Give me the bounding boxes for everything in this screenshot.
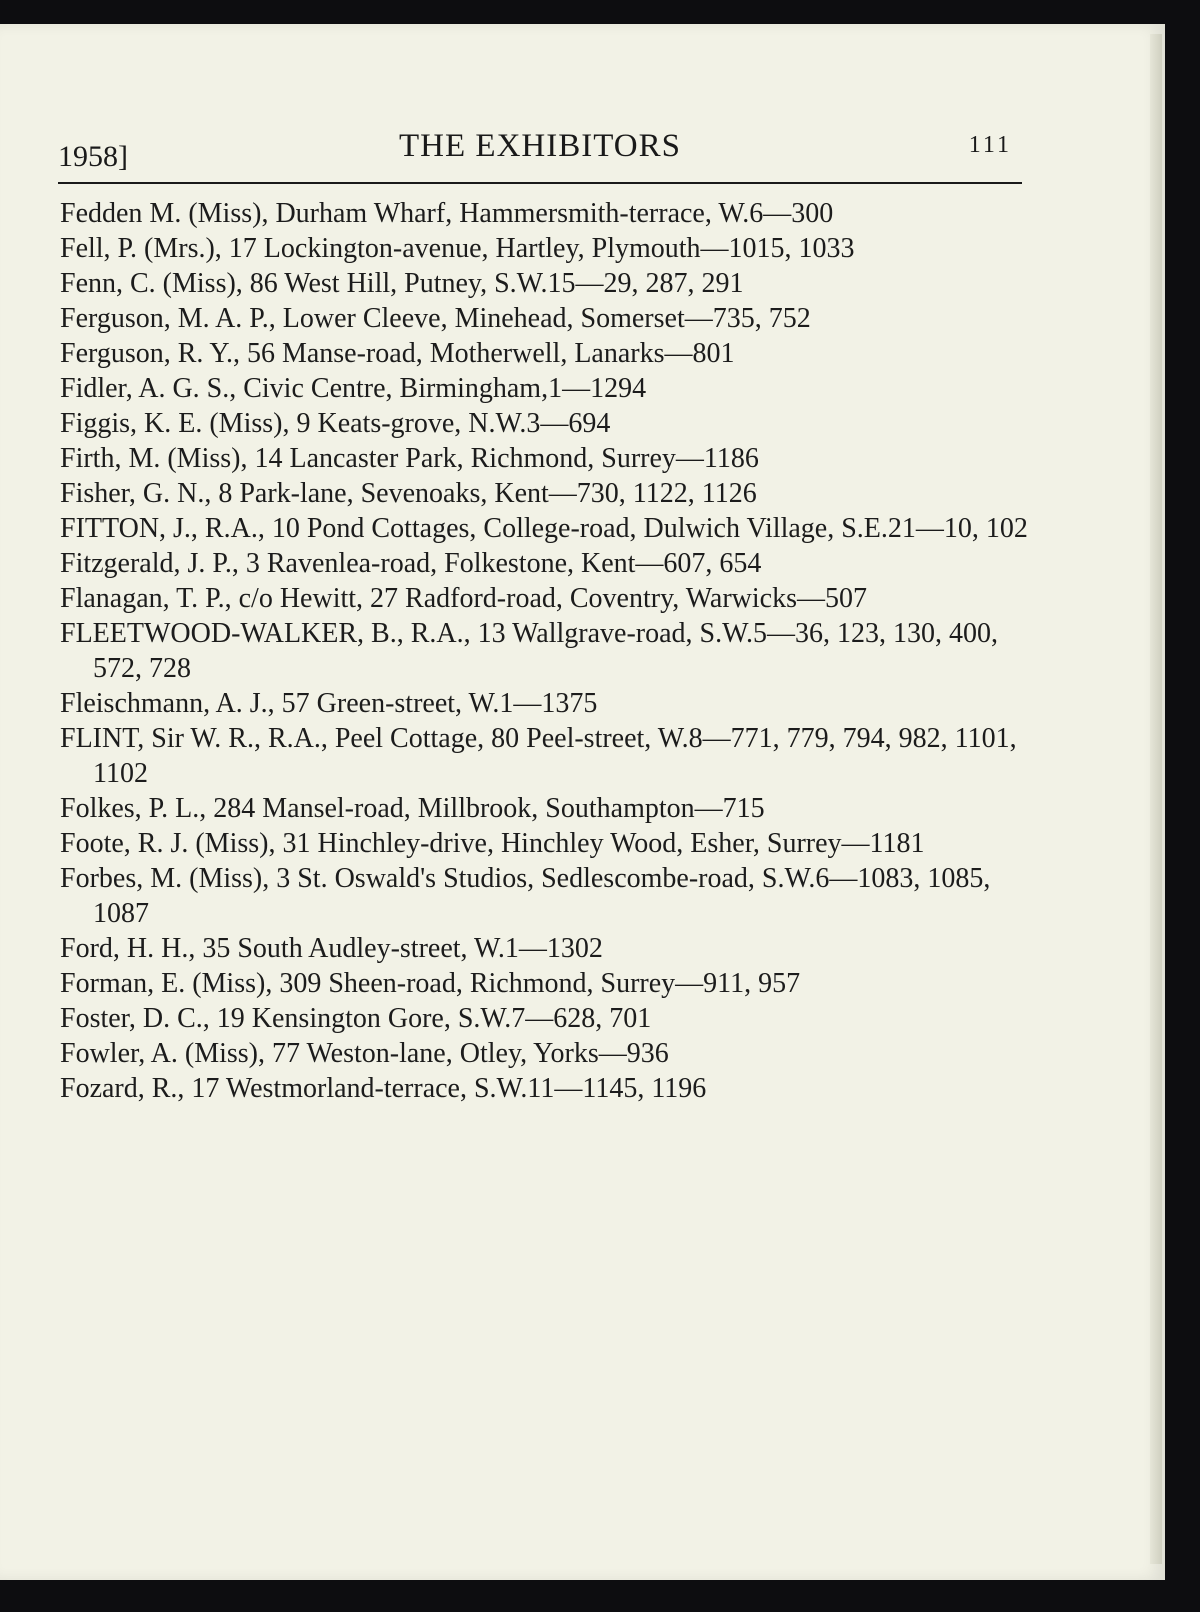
list-item: Ferguson, R. Y., 56 Manse-road, Motherwell, Lanarks—801	[60, 338, 735, 369]
list-item: Fitzgerald, J. P., 3 Ravenlea-road, Folkestone, Kent—607, 654	[60, 548, 762, 579]
list-item: Foster, D. C., 19 Kensington Gore, S.W.7—628, 701	[60, 1003, 652, 1034]
page-number: 111	[968, 132, 1012, 158]
list-item: FLEETWOOD-WALKER, B., R.A., 13 Wallgrave-road, S.W.5—36, 123, 130, 400, 572, 728	[60, 618, 998, 684]
list-item: Firth, M. (Miss), 14 Lancaster Park, Richmond, Surrey—1186	[60, 443, 759, 474]
list-item: Forman, E. (Miss), 309 Sheen-road, Richmond, Surrey—911, 957	[60, 968, 801, 999]
list-item: Figgis, K. E. (Miss), 9 Keats-grove, N.W.3—694	[60, 408, 611, 439]
exhibitor-list	[60, 196, 1035, 1106]
list-item: Foote, R. J. (Miss), 31 Hinchley-drive, Hinchley Wood, Esher, Surrey—1181	[60, 828, 925, 859]
page-title: THE EXHIBITORS	[399, 128, 681, 164]
header-rule	[58, 182, 1022, 184]
list-item: Fleischmann, A. J., 57 Green-street, W.1—1375	[60, 688, 598, 719]
list-item: FLINT, Sir W. R., R.A., Peel Cottage, 80 Peel-street, W.8—771, 779, 794, 982, 1101, 1102	[60, 723, 1017, 789]
list-item: Fell, P. (Mrs.), 17 Lockington-avenue, Hartley, Plymouth—1015, 1033	[60, 233, 855, 264]
list-item: Fidler, A. G. S., Civic Centre, Birmingham,1—1294	[60, 373, 647, 404]
running-header	[58, 124, 1022, 180]
list-item: Ford, H. H., 35 South Audley-street, W.1—1302	[60, 933, 603, 964]
list-item: FITTON, J., R.A., 10 Pond Cottages, College-road, Dulwich Village, S.E.21—10, 102	[60, 513, 1028, 544]
list-item: Forbes, M. (Miss), 3 St. Oswald's Studios, Sedlescombe-road, S.W.6—1083, 1085, 1087	[60, 863, 991, 929]
list-item: Fenn, C. (Miss), 86 West Hill, Putney, S.W.15—29, 287, 291	[60, 268, 744, 299]
header-year: 1958]	[58, 140, 128, 173]
list-item: Ferguson, M. A. P., Lower Cleeve, Minehead, Somerset—735, 752	[60, 303, 811, 334]
list-item: Fozard, R., 17 Westmorland-terrace, S.W.11—1145, 1196	[60, 1073, 707, 1104]
list-item: Flanagan, T. P., c/o Hewitt, 27 Radford-road, Coventry, Warwicks—507	[60, 583, 868, 614]
list-item: Fisher, G. N., 8 Park-lane, Sevenoaks, Kent—730, 1122, 1126	[60, 478, 757, 509]
list-item: Folkes, P. L., 284 Mansel-road, Millbrook, Southampton—715	[60, 793, 765, 824]
list-item: Fowler, A. (Miss), 77 Weston-lane, Otley, Yorks—936	[60, 1038, 669, 1069]
list-item: Fedden M. (Miss), Durham Wharf, Hammersmith-terrace, W.6—300	[60, 198, 834, 229]
page-edge	[1150, 34, 1162, 1564]
